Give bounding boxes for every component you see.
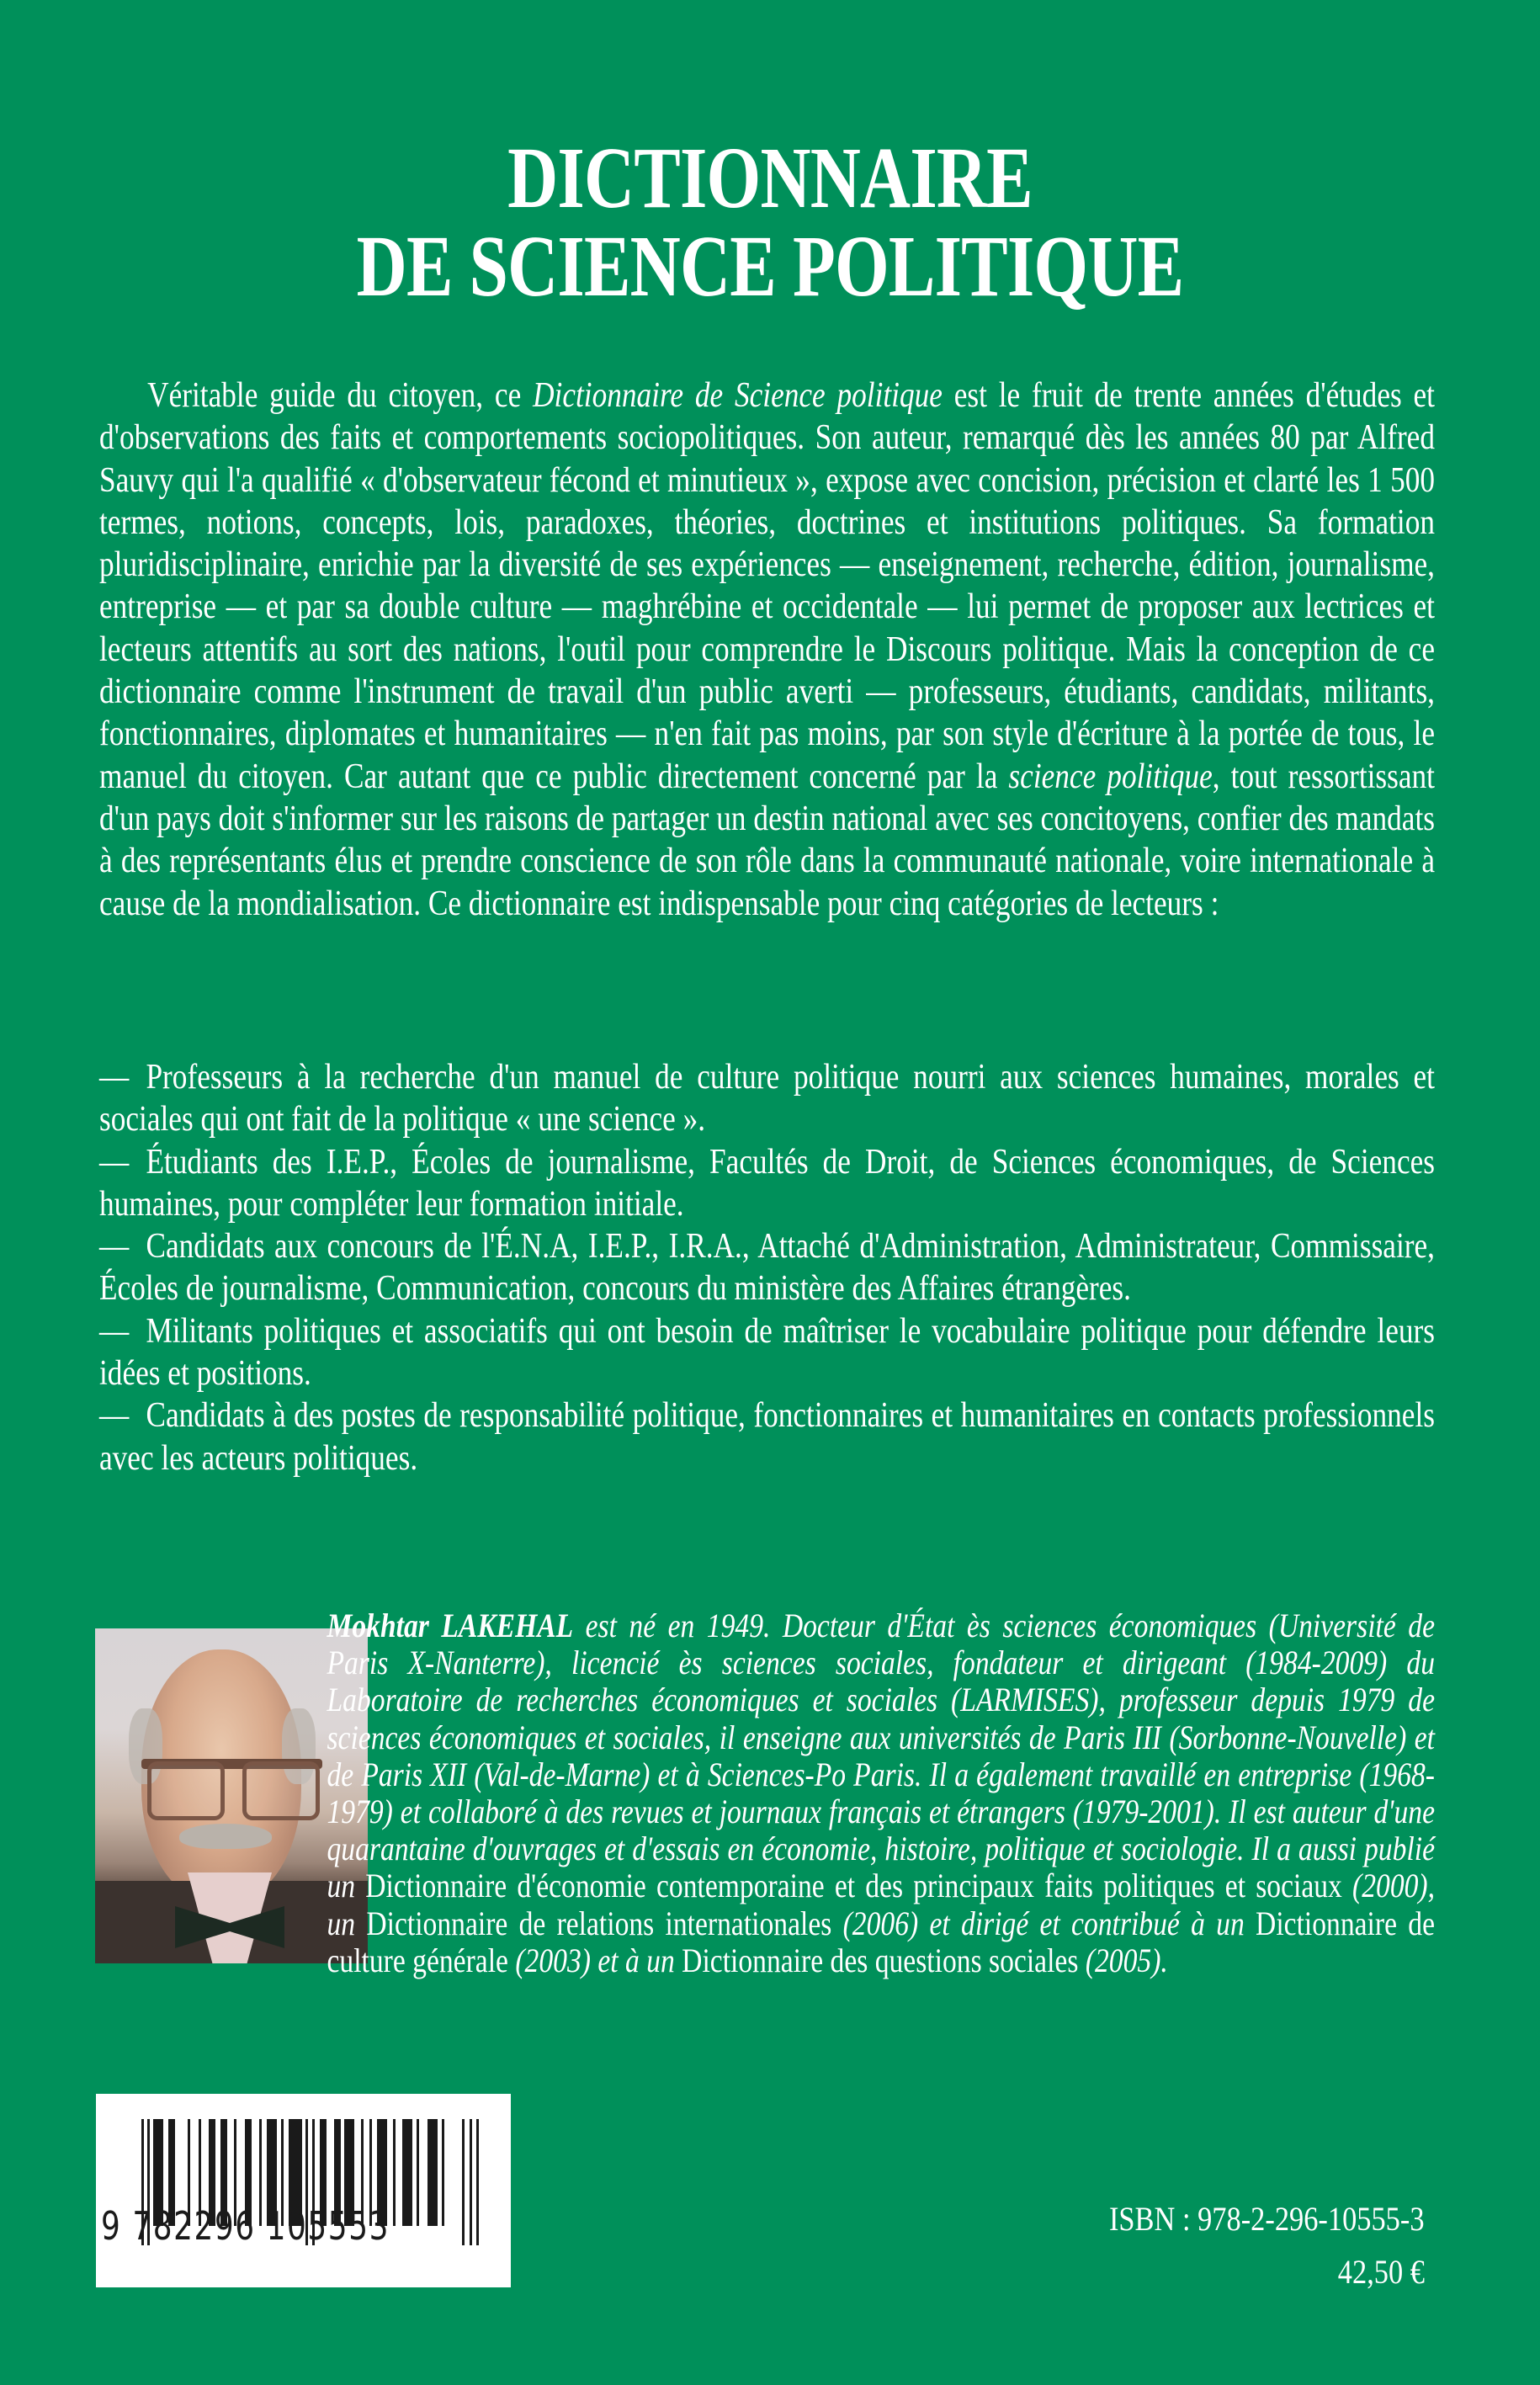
book-title-line-2: DE SCIENCE POLITIQUE xyxy=(356,218,1184,315)
list-item-text: Candidats à des postes de responsabilité politique, fonctionnaires et humanitaires en contacts professionnels avec les acteurs politiques. xyxy=(99,1396,1435,1478)
photo-spacer xyxy=(99,1607,327,1971)
em-dash-bullet: — xyxy=(99,1142,130,1182)
list-item xyxy=(99,1141,1435,1226)
intro-text-segment: est le fruit de trente années d'études et d'observations des faits et comportements sociopolitiques. Son auteur, remarqué dès les années 80 par Alfred Sauvy qui l'a qualifié « d'observateur fécond et minutieux », expose avec concision, précision et clarté les 1 500 termes, notions, concepts, lois, paradoxes, théories, doctrines et institutions politiques. Sa formation pluridisciplinaire, enrichie par la diversité de ses expériences — enseignement, recherche, édition, journalisme, entreprise — et par sa double culture — maghrébine et occidentale — lui permet de proposer aux lectrices et lecteurs attentifs au sort des nations, l'outil pour comprendre le Discours politique. Mais la conception de ce dictionnaire comme l'instrument de travail d'un public averti — professeurs, étudiants, candidats, militants, fonctionnaires, diplomates et humanitaires — n'en fait pas moins, par son style d'écriture à la portée de tous, le manuel du citoyen. Car autant que ce public directement concerné par la xyxy=(99,376,1435,796)
bio-book-title: Dictionnaire d'économie contemporaine et des principaux faits politiques et sociaux xyxy=(365,1867,1342,1905)
author-name: Mokhtar LAKEHAL xyxy=(327,1607,574,1644)
bio-text-segment: (2005). xyxy=(1078,1941,1168,1979)
em-dash-bullet: — xyxy=(99,1058,130,1097)
barcode xyxy=(96,2094,511,2287)
em-dash-bullet: — xyxy=(99,1311,130,1351)
book-title-line-1: DICTIONNAIRE xyxy=(507,130,1033,226)
bio-book-title: Dictionnaire de relations internationales xyxy=(366,1904,832,1942)
bio-book-title: Dictionnaire des questions sociales xyxy=(682,1941,1079,1979)
list-item xyxy=(99,1310,1435,1395)
bio-text-segment: (2003) et à un xyxy=(507,1941,682,1979)
intro-text-segment: , tout ressortissant d'un pays doit s'informer sur les raisons de partager un destin national avec ses concitoyens, confier des mandats à des représentants élus et prendre conscience de son rôle dans la communauté nationale, voire internationale à cause de la mondialisation. Ce dictionnaire est indispensable pour cinq catégories de lecteurs : xyxy=(99,757,1435,923)
list-item-text: Étudiants des I.E.P., Écoles de journalisme, Facultés de Droit, de Sciences économiques, de Sciences humaines, pour compléter leur formation initiale. xyxy=(99,1142,1435,1224)
reader-categories-list xyxy=(99,1056,1435,1479)
isbn-label: ISBN : 978-2-296-10555-3 xyxy=(1109,2200,1425,2238)
intro-paragraph xyxy=(99,374,1435,925)
bio-text-segment: (2006) et dirigé et contribué à un xyxy=(831,1904,1256,1942)
price-label: 42,50 € xyxy=(1337,2253,1425,2291)
bio-book-title: Dictionnaire de culture générale xyxy=(327,1904,1435,1979)
list-item xyxy=(99,1056,1435,1141)
intro-text xyxy=(99,374,1435,925)
list-item-text: Professeurs à la recherche d'un manuel de culture politique nourri aux sciences humaines, morales et sociales qui ont fait de la politique « une science ». xyxy=(99,1058,1435,1139)
intro-science-politique-italic: science politique xyxy=(1008,757,1213,796)
intro-text-segment: Véritable guide du citoyen, ce xyxy=(147,376,534,415)
list-item-text: Candidats aux concours de l'É.N.A, I.E.P., I.R.A., Attaché d'Administration, Administrateur, Commissaire, Écoles de journalisme, Communication, concours du ministère des Affaires étrangères. xyxy=(99,1227,1435,1309)
list-item xyxy=(99,1394,1435,1479)
bio-text-segment: (2000), un xyxy=(327,1867,1436,1942)
intro-book-title-italic: Dictionnaire de Science politique xyxy=(533,376,943,415)
em-dash-bullet: — xyxy=(99,1396,130,1436)
em-dash-bullet: — xyxy=(99,1227,130,1267)
author-bio xyxy=(99,1607,1435,1979)
list-item xyxy=(99,1225,1435,1310)
list-item-text: Militants politiques et associatifs qui ont besoin de maîtriser le vocabulaire politique pour défendre leurs idées et positions. xyxy=(99,1311,1435,1394)
bio-text-segment: est né en 1949. Docteur d'État ès sciences économiques (Université de Paris X-Nanterre), licencié ès sciences sociales, fondateur et dirigeant (1984-2009) du Laboratoire de recherches économiques et sociales (LARMISES), professeur depuis 1979 de sciences économiques et sociales, il enseigne aux universités de Paris III (Sorbonne-Nouvelle) et de Paris XII (Val-de-Marne) et à Sciences-Po Paris. Il a également travaillé en entreprise (1968-1979) et collaboré à des revues et journaux français et étrangers (1979-2001). Il est auteur d'une quarantaine d'ouvrages et d'essais en économie, histoire, politique et sociologie. Il a aussi publié un xyxy=(327,1607,1435,1905)
barcode-digits: 9 782296 105553 xyxy=(101,2203,390,2249)
